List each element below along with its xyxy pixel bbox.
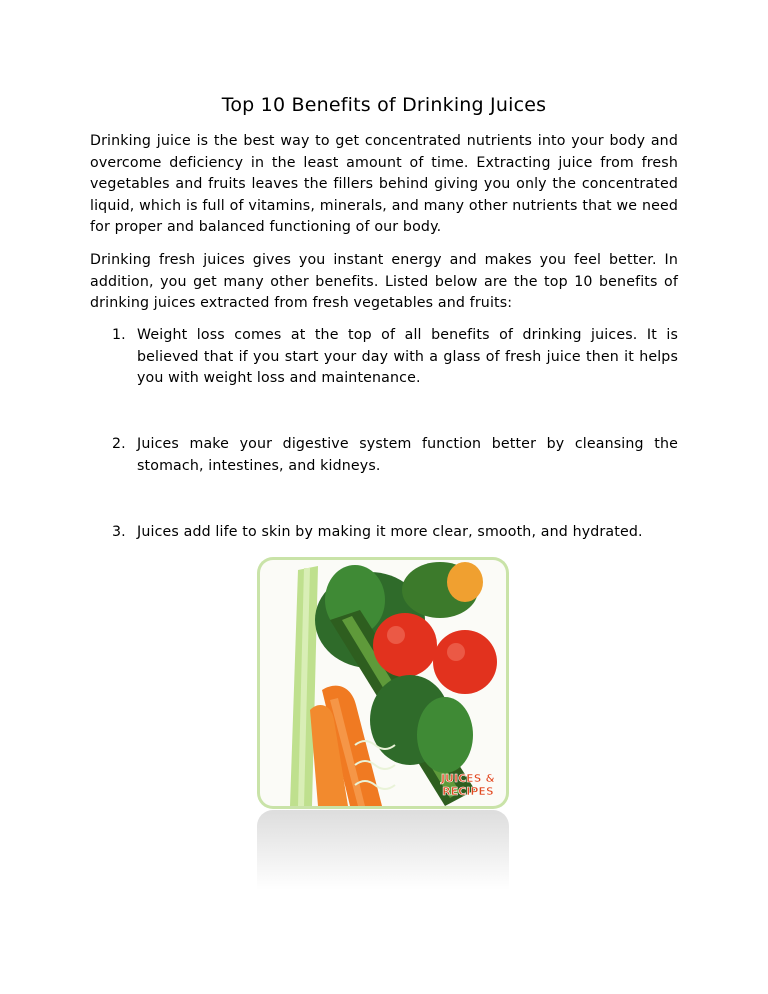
list-item <box>112 522 678 544</box>
vegetables-photo-frame <box>257 557 509 809</box>
tomato <box>373 613 437 677</box>
list-text: Juices make your digestive system function better by cleansing the stomach, intestines, and kidneys. <box>137 436 678 474</box>
vegetables-photo <box>260 560 506 806</box>
tomato <box>433 630 497 694</box>
second-paragraph: Drinking fresh juices gives you instant energy and makes you feel better. In addition, you get many other benefits. Listed below are the top 10 benefits of drinking juices extracted from fresh vegetables and fruits: <box>90 252 678 311</box>
list-number: 2. <box>112 436 126 452</box>
watermark-line2: RECIPES <box>442 785 494 798</box>
intro-paragraph: Drinking juice is the best way to get concentrated nutrients into your body and overcome deficiency in the least amount of time. Extracting juice from fresh vegetables and fruits leaves the fillers behind giving you only the concentrated liquid, which is full of vitamins, minerals, and many other nutrients that we need for proper and balanced functioning of our body. <box>90 133 678 235</box>
list-number: 1. <box>112 327 126 343</box>
list-text: Weight loss comes at the top of all benefits of drinking juices. It is believed that if you start your day with a glass of fresh juice then it helps you with weight loss and maintenance. <box>137 327 678 386</box>
yellow-pepper <box>447 562 483 602</box>
photo-reflection <box>257 810 509 890</box>
tomato-highlight <box>447 643 465 661</box>
list-item <box>112 434 678 477</box>
vegetables-illustration <box>260 560 506 806</box>
list-item <box>112 325 678 390</box>
tomato-highlight <box>387 626 405 644</box>
watermark-line1: JUICES & <box>440 772 496 785</box>
list-number: 3. <box>112 524 126 540</box>
spinach-leaf <box>417 697 473 773</box>
page-title: Top 10 Benefits of Drinking Juices <box>221 94 547 116</box>
list-text: Juices add life to skin by making it more clear, smooth, and hydrated. <box>137 524 643 540</box>
